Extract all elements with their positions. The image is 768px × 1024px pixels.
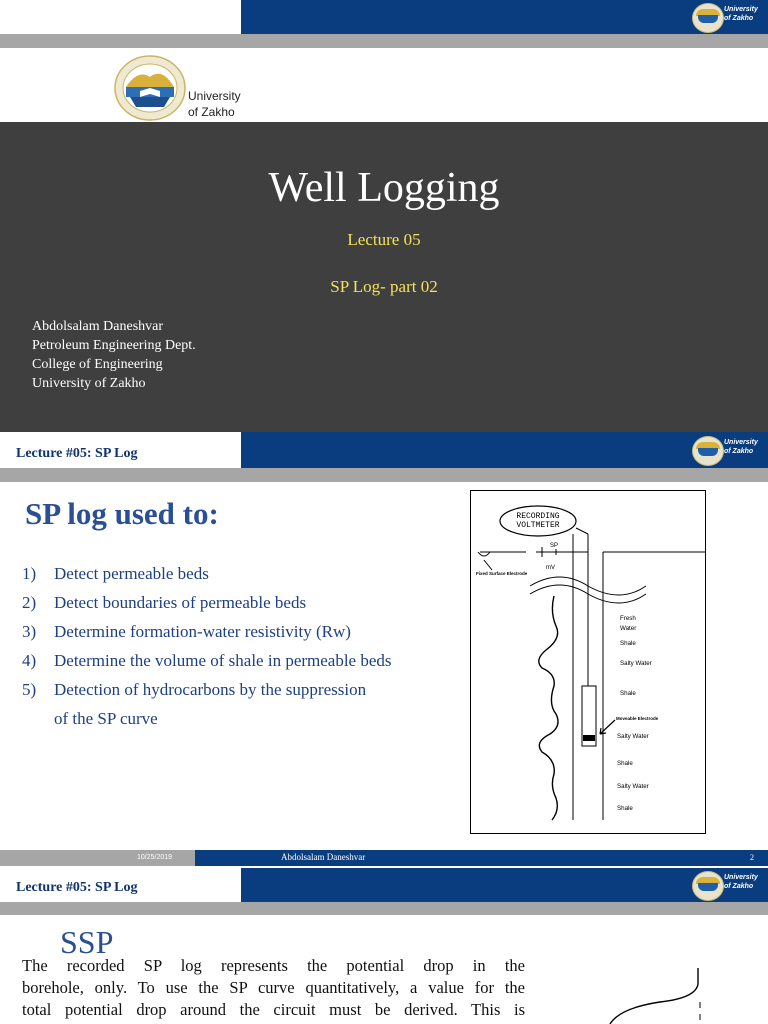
header-bar-navy xyxy=(241,868,768,902)
footer-date: 10/25/2019 xyxy=(137,854,173,861)
logo-text-university: University xyxy=(188,89,241,103)
header-bar-navy xyxy=(241,432,768,468)
list-item: 1) Detect permeable beds xyxy=(22,564,209,583)
mv-label: mV xyxy=(546,565,555,571)
header-bar-gray xyxy=(0,902,768,915)
author-name: Abdolsalam Daneshvar xyxy=(32,319,164,334)
header-bar-gray xyxy=(0,468,768,482)
slide-1 xyxy=(0,0,768,432)
header-logo-mini xyxy=(692,1,762,33)
ssp-curve-sketch xyxy=(600,964,710,1024)
list-item: 3) Determine formation-water resistivity (Rw) xyxy=(22,622,351,641)
page-number: 2 xyxy=(750,853,754,862)
voltmeter-label-1: RECORDING xyxy=(516,512,560,521)
layer-label: Salty Water xyxy=(617,783,649,790)
layer-label: Shale xyxy=(617,760,633,767)
university-seal-icon xyxy=(692,871,724,901)
header-logo-mini xyxy=(692,434,762,466)
university-seal-icon xyxy=(692,436,724,466)
paragraph-line: borehole, only. To use the SP curve quantitatively, a value for the xyxy=(22,978,525,997)
logo-text-line1: University xyxy=(724,6,758,13)
author-dept: Petroleum Engineering Dept. xyxy=(32,338,196,353)
logo-text-line2: of Zakho xyxy=(724,883,754,890)
top-bar-gray xyxy=(0,34,768,48)
list-item: 5) Detection of hydrocarbons by the suppression xyxy=(22,680,367,699)
slide-header-title: Lecture #05: SP Log xyxy=(16,446,138,461)
list-item: 4) Determine the volume of shale in permeable beds xyxy=(22,651,392,670)
sp-label: SP xyxy=(550,543,559,549)
author-block xyxy=(32,317,196,393)
layer-label: Fresh xyxy=(620,615,636,622)
author-college: College of Engineering xyxy=(32,357,163,372)
slide-2 xyxy=(0,432,768,868)
logo-text-of-zakho: of Zakho xyxy=(188,105,235,119)
paragraph-line: The recorded SP log represents the potential drop in the xyxy=(22,956,525,975)
top-bar-navy xyxy=(241,0,768,34)
logo-text-line1: University xyxy=(724,439,758,446)
layer-label: Water xyxy=(620,625,637,632)
list-item: 2) Detect boundaries of permeable beds xyxy=(22,593,307,612)
movable-electrode-label: Moveable Electrode xyxy=(616,716,659,721)
footer-author: Abdolsalam Daneshvar xyxy=(281,852,366,862)
logo-text-line1: University xyxy=(724,874,758,881)
header-logo-mini xyxy=(692,869,762,901)
movable-electrode xyxy=(583,735,595,741)
lecture-number: Lecture 05 xyxy=(347,230,421,249)
fixed-electrode-label: Fixed Surface Electrode xyxy=(476,571,528,576)
logo-text-line2: of Zakho xyxy=(724,448,754,455)
layer-label: Shale xyxy=(620,640,636,647)
author-university: University of Zakho xyxy=(32,376,146,391)
university-logo xyxy=(114,55,254,121)
sp-circuit-diagram xyxy=(470,490,706,834)
layer-label: Salty Water xyxy=(617,733,649,740)
voltmeter-label-2: VOLTMETER xyxy=(516,521,560,530)
university-seal-icon xyxy=(114,55,188,121)
slide-heading: SP log used to: xyxy=(25,496,219,531)
layer-label: Shale xyxy=(620,690,636,697)
layer-label: Salty Water xyxy=(620,660,652,667)
slide-header-title: Lecture #05: SP Log xyxy=(16,880,138,895)
logo-text-line2: of Zakho xyxy=(724,15,754,22)
paragraph-line: total potential drop around the circuit must be derived. This is xyxy=(22,1000,525,1019)
paragraph xyxy=(22,955,525,1021)
page-title: Well Logging xyxy=(268,165,500,211)
lecture-subtitle: SP Log- part 02 xyxy=(330,277,438,296)
slide-heading: SSP xyxy=(60,924,114,960)
slide-3 xyxy=(0,868,768,1024)
uses-list xyxy=(22,559,462,733)
layer-label: Shale xyxy=(617,805,633,812)
list-item-continuation: of the SP curve xyxy=(54,709,158,728)
university-seal-icon xyxy=(692,3,724,33)
